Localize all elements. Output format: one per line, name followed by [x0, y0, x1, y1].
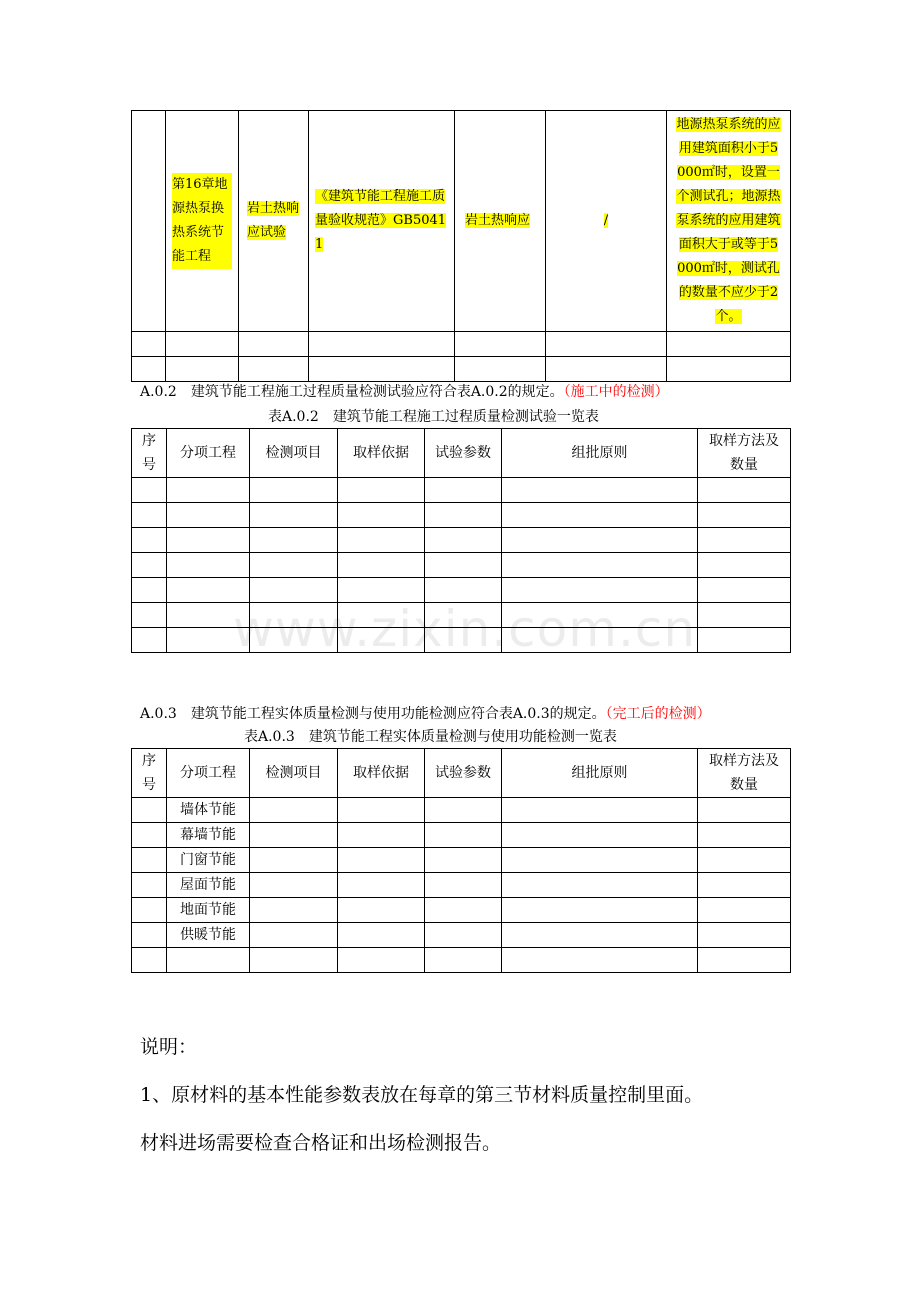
param-text: 岩土热响应: [465, 213, 531, 228]
notes-heading: 说明：: [140, 1036, 198, 1058]
notes-line-2: 材料进场需要检查合格证和出场检测报告。: [140, 1132, 502, 1154]
table-header-row: [132, 429, 791, 478]
header-basis: 取样依据: [338, 749, 425, 798]
table-header-row: [132, 749, 791, 798]
section-a02-text: [140, 381, 669, 401]
header-batch: 组批原则: [502, 429, 698, 478]
batch-text: /: [603, 213, 609, 228]
table-row: [132, 578, 791, 603]
table-row: [132, 332, 791, 357]
table-a03-caption: 表A.0.3 建筑节能工程实体质量检测与使用功能检测一览表: [244, 729, 617, 745]
table-row: [132, 823, 791, 848]
subitem-wall: 墙体节能: [167, 798, 250, 823]
header-item: 检测项目: [250, 429, 338, 478]
table-a03: [131, 748, 791, 973]
table-row: [132, 111, 791, 332]
sampling-text: 地源热泵系统的应用建筑面积小于5000㎡时，设置一个测试孔；地源热泵系统的应用建筑面积大于或等于5000㎡时，测试孔的数量不应少于2个。: [676, 117, 781, 324]
cell-batch: [546, 111, 667, 332]
table-row: [132, 478, 791, 503]
chapter-text: 第16章地源热泵换热系统节能工程: [172, 173, 232, 269]
table-row: [132, 898, 791, 923]
table-row: [132, 528, 791, 553]
notes-line-1: 1、原材料的基本性能参数表放在每章的第三节材料质量控制里面。: [140, 1084, 704, 1106]
item-text: 岩土热响应试验: [247, 201, 300, 240]
table-row: [132, 553, 791, 578]
header-sampling: 取样方法及数量: [698, 429, 791, 478]
basis-text: 《建筑节能工程施工质量验收规范》GB50411: [315, 189, 447, 252]
table-row: [132, 948, 791, 973]
header-basis: 取样依据: [338, 429, 425, 478]
a02-body: A.0.2 建筑节能工程施工过程质量检测试验应符合表A.0.2的规定。: [140, 384, 564, 400]
table-row: [132, 503, 791, 528]
table-row: [132, 848, 791, 873]
table-row: [132, 923, 791, 948]
cell-sampling: [667, 111, 791, 332]
cell-chapter: [166, 111, 239, 332]
header-sampling: 取样方法及数量: [698, 749, 791, 798]
header-item: 检测项目: [250, 749, 338, 798]
subitem-curtain-wall: 幕墙节能: [167, 823, 250, 848]
header-seq: 序号: [132, 749, 167, 798]
table-1: [131, 110, 791, 382]
table-a02-caption: 表A.0.2 建筑节能工程施工过程质量检测试验一览表: [268, 409, 599, 425]
table-row: [132, 357, 791, 382]
cell-param: [455, 111, 546, 332]
subitem-empty: [167, 948, 250, 973]
header-batch: 组批原则: [502, 749, 698, 798]
watermark: www.zixin.com.cn: [233, 600, 697, 658]
cell-item: [239, 111, 309, 332]
cell-seq: [132, 111, 166, 332]
section-a03-text: [140, 703, 711, 723]
table-row: [132, 873, 791, 898]
subitem-ground: 地面节能: [167, 898, 250, 923]
a03-body: A.0.3 建筑节能工程实体质量检测与使用功能检测应符合表A.0.3的规定。: [140, 706, 606, 722]
header-subitem: 分项工程: [167, 749, 250, 798]
header-param: 试验参数: [425, 429, 502, 478]
header-param: 试验参数: [425, 749, 502, 798]
cell-basis: [309, 111, 455, 332]
subitem-door-window: 门窗节能: [167, 848, 250, 873]
subitem-roof: 屋面节能: [167, 873, 250, 898]
subitem-heating: 供暖节能: [167, 923, 250, 948]
header-seq: 序号: [132, 429, 167, 478]
a03-note: （完工后的检测）: [605, 706, 711, 722]
a02-note: （施工中的检测）: [563, 384, 669, 400]
table-row: [132, 798, 791, 823]
header-subitem: 分项工程: [167, 429, 250, 478]
